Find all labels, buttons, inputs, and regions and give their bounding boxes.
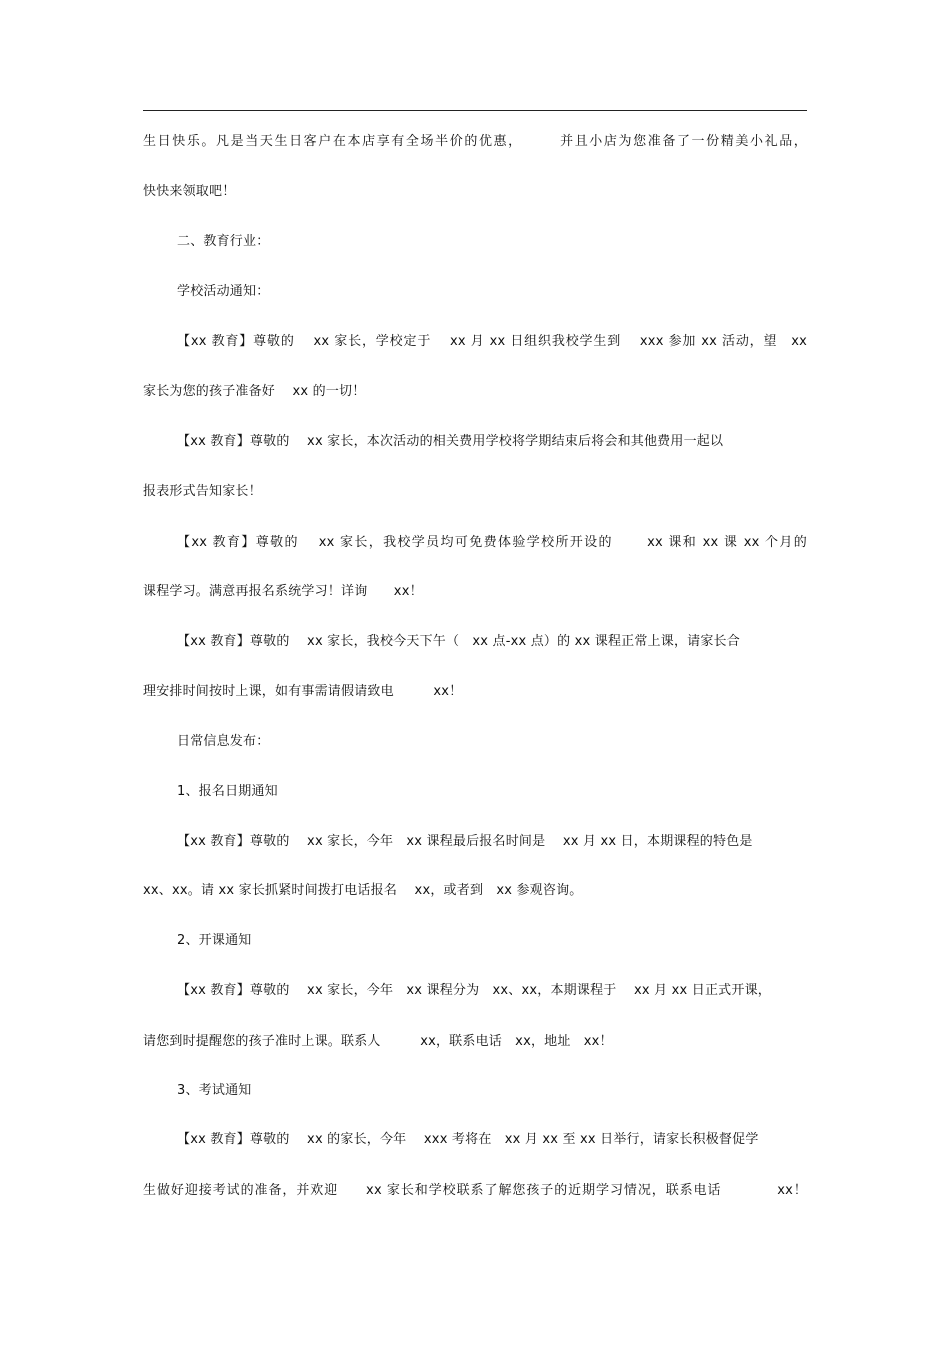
text-line-16: xx、xx。请 xx 家长抓紧时间拨打电话报名 xx，或者到 xx 参观咨询。 <box>143 883 583 898</box>
text-line-2: 快快来领取吧！ <box>143 184 236 199</box>
section-heading-education: 二、教育行业： <box>177 234 270 249</box>
text-line-15: 【xx 教育】尊敬的 xx 家长，今年 xx 课程最后报名时间是 xx 月 xx 日，本期课程的特色是 <box>177 834 753 849</box>
text-line-21: 【xx 教育】尊敬的 xx 的家长，今年 xxx 考将在 xx 月 xx 至 xx 日举行，请家长积极督促学 <box>177 1132 759 1147</box>
text-line-5: 【xx 教育】尊敬的 xx 家长，学校定于 xx 月 xx 日组织我校学生到 xxx 参加 xx 活动，望 xx <box>177 334 807 349</box>
item-heading-exam: 3、考试通知 <box>177 1083 252 1098</box>
text-line-18: 【xx 教育】尊敬的 xx 家长，今年 xx 课程分为 xx、xx，本期课程于 xx 月 xx 日正式开课， <box>177 983 771 998</box>
item-heading-class-start: 2、开课通知 <box>177 933 252 948</box>
subheading-school-activity: 学校活动通知： <box>177 284 270 299</box>
subheading-daily-info: 日常信息发布： <box>177 734 270 749</box>
text-line-7: 【xx 教育】尊敬的 xx 家长，本次活动的相关费用学校将学期结束后将会和其他费用一起以 <box>177 434 724 449</box>
text-line-12: 理安排时间按时上课，如有事需请假请致电 xx！ <box>143 684 463 699</box>
item-heading-registration-date: 1、报名日期通知 <box>177 784 278 799</box>
text-line-9: 【xx 教育】尊敬的 xx 家长，我校学员均可免费体验学校所开设的 xx 课和 xx 课 xx 个月的 <box>177 535 807 550</box>
text-line-6: 家长为您的孩子准备好 xx 的一切！ <box>143 384 366 399</box>
header-divider <box>143 110 807 111</box>
text-line-22: 生做好迎接考试的准备，并欢迎 xx 家长和学校联系了解您孩子的近期学习情况，联系电话 xx！ <box>143 1183 807 1198</box>
text-line-1: 生日快乐。凡是当天生日客户在本店享有全场半价的优惠， 并且小店为您准备了一份精美小礼品， <box>143 134 807 149</box>
text-line-19: 请您到时提醒您的孩子准时上课。联系人 xx，联系电话 xx，地址 xx！ <box>143 1034 613 1049</box>
text-line-8: 报表形式告知家长！ <box>143 484 262 499</box>
text-line-11: 【xx 教育】尊敬的 xx 家长，我校今天下午（ xx 点-xx 点）的 xx 课程正常上课，请家长合 <box>177 634 740 649</box>
text-line-10: 课程学习。满意再报名系统学习！详询 xx！ <box>143 584 423 599</box>
